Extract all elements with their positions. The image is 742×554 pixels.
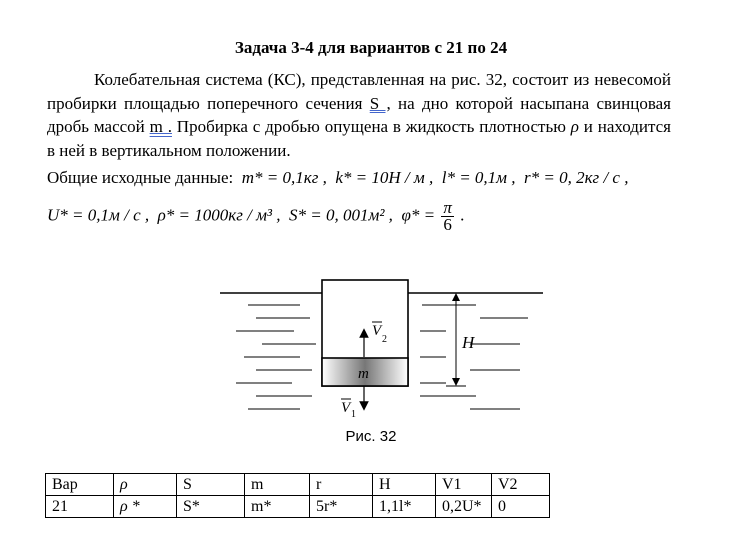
header-rho-text: ρ xyxy=(120,475,128,493)
variants-table xyxy=(45,473,550,518)
header-rho xyxy=(114,474,177,496)
problem-title: Задача 3-4 для вариантов с 21 по 24 xyxy=(234,38,508,57)
table-header-row xyxy=(46,474,550,496)
cell-v2: 0 xyxy=(492,496,550,518)
v1-label: V xyxy=(341,400,351,416)
symbol-s: S , xyxy=(369,93,391,113)
header-v2: V2 xyxy=(492,474,550,496)
symbol-rho: ρ xyxy=(570,117,579,136)
figure-32 xyxy=(0,270,742,425)
given-m: m* = 0,1кг , xyxy=(241,168,327,187)
given-phi: φ* = xyxy=(401,205,436,225)
given-end-dot: . xyxy=(460,205,465,225)
given-l: l* = 0,1м , xyxy=(441,168,516,187)
table-row xyxy=(46,496,550,518)
v2-subscript: 2 xyxy=(382,334,387,345)
header-v1: V1 xyxy=(436,474,492,496)
cell-v1: 0,2U* xyxy=(436,496,492,518)
figure-caption: Рис. 32 xyxy=(345,428,397,445)
cell-rho-text: ρ * xyxy=(120,497,140,515)
mass-label: m xyxy=(358,366,369,382)
v2-label: V xyxy=(372,323,382,339)
header-var: Вар xyxy=(46,474,114,496)
h-label: H xyxy=(462,333,475,352)
phi-numerator: π xyxy=(443,198,452,217)
given-k: k* = 10Н / м , xyxy=(335,168,434,187)
header-s: S xyxy=(177,474,245,496)
cell-h: 1,1l* xyxy=(373,496,436,518)
problem-description xyxy=(47,68,671,162)
phi-fraction xyxy=(441,200,454,233)
phi-denominator: 6 xyxy=(443,215,452,234)
cell-rho xyxy=(114,496,177,518)
given-lead: Общие исходные данные: xyxy=(47,168,234,187)
given-data-line-2 xyxy=(47,200,687,233)
desc-part-4: и находится в ней в вертикальном положении. xyxy=(47,117,671,160)
symbol-m: m . xyxy=(149,117,172,136)
cell-var: 21 xyxy=(46,496,114,518)
header-m: m xyxy=(245,474,310,496)
header-r: r xyxy=(310,474,373,496)
desc-part-2: на дно которой насыпана свинцовая дробь массой xyxy=(47,93,671,136)
given-rho: ρ* = 1000кг / м³ , xyxy=(157,205,281,225)
cell-m: m* xyxy=(245,496,310,518)
desc-part-1: Колебательная система (КС), представленная на рис. 32, состоит из невесомой пробирки площадью поперечного сечения xyxy=(47,70,671,113)
v1-subscript: 1 xyxy=(351,409,356,420)
desc-part-3: Пробирка с дробью опущена в жидкость плотностью xyxy=(171,117,571,136)
given-s: S* = 0, 001м² , xyxy=(289,205,393,225)
cell-r: 5r* xyxy=(310,496,373,518)
cell-s: S* xyxy=(177,496,245,518)
given-u: U* = 0,1м / с , xyxy=(47,205,150,225)
header-h: H xyxy=(373,474,436,496)
given-data-line-1 xyxy=(47,166,687,190)
given-r: r* = 0, 2кг / с , xyxy=(524,168,629,187)
